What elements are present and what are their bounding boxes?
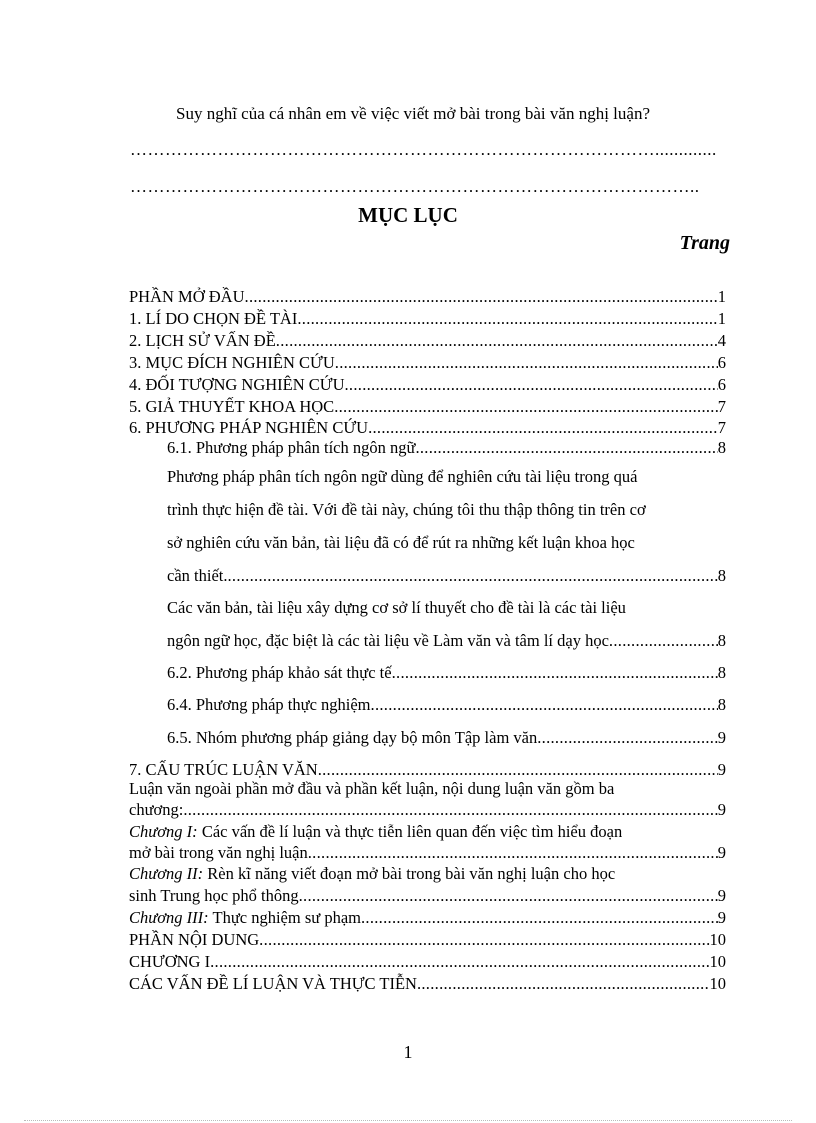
page-column-label: Trang <box>679 232 730 254</box>
toc-label: cần thiết. <box>167 566 228 585</box>
toc-label: 4. ĐỐI TƯỢNG NGHIÊN CỨU <box>129 375 345 394</box>
toc-page: 8 <box>717 695 726 714</box>
toc-label: 7. CẤU TRÚC LUẬN VĂN <box>129 760 318 779</box>
toc-page: 4 <box>717 331 726 350</box>
answer-dot-line-1: ………………………………………………………………………………............. <box>130 140 717 159</box>
toc-page: 10 <box>709 974 726 993</box>
toc-entry-4 <box>129 375 726 395</box>
toc-label: 6.2. Phương pháp khảo sát thực tế <box>167 663 392 682</box>
toc-entry-2 <box>129 331 726 351</box>
chapter-3-prefix: Chương III: <box>129 908 209 927</box>
chapter-1-line <box>129 822 622 842</box>
toc-label <box>129 908 361 928</box>
toc-label: mở bài trong văn nghị luận <box>129 843 308 862</box>
toc-entry-phan-noi-dung <box>129 930 726 950</box>
toc-entry-docs-para-end <box>167 631 726 651</box>
toc-page: 7 <box>717 397 726 416</box>
toc-label: 5. GIẢ THUYẾT KHOA HỌC <box>129 397 335 416</box>
toc-page: 6 <box>717 353 726 372</box>
toc-page: 9 <box>717 843 726 862</box>
toc-page: 9 <box>717 760 726 779</box>
toc-label: 6. PHƯƠNG PHÁP NGHIÊN CỨU <box>129 418 369 437</box>
toc-page: 8 <box>717 438 726 457</box>
paragraph-line: sở nghiên cứu văn bản, tài liệu đã có để rút ra những kết luận khoa học <box>167 533 635 552</box>
toc-label: chương: <box>129 800 184 819</box>
page-number: 1 <box>403 1042 413 1062</box>
toc-label: 6.1. Phương pháp phân tích ngôn ngữ <box>167 438 416 457</box>
toc-entry-chapter-3 <box>129 908 726 928</box>
toc-page: 6 <box>717 375 726 394</box>
paragraph-line: trình thực hiện đề tài. Với đề tài này, chúng tôi thu thập thông tin trên cơ <box>167 500 646 519</box>
toc-label: CHƯƠNG I <box>129 952 211 971</box>
toc-entry-6 <box>129 418 726 438</box>
chapter-2-text: Rèn kĩ năng viết đoạn mở bài trong bài văn nghị luận cho học <box>203 864 616 883</box>
chapter-1-text: Các vấn đề lí luận và thực tiễn liên quan đến việc tìm hiểu đoạn <box>197 822 623 841</box>
toc-page: 8 <box>717 663 726 682</box>
toc-entry-6-1-para-end <box>167 566 726 586</box>
toc-entry-6-2 <box>167 663 726 683</box>
toc-entry-chuong-1 <box>129 952 726 972</box>
page-bottom-divider <box>24 1120 792 1121</box>
toc-page: 8 <box>717 631 726 650</box>
toc-page: 7 <box>717 418 726 437</box>
toc-label: 3. MỤC ĐÍCH NGHIÊN CỨU <box>129 353 335 372</box>
toc-entry-7 <box>129 760 726 780</box>
table-of-contents-heading: MỤC LỤC <box>358 203 458 227</box>
toc-page: 9 <box>717 908 726 927</box>
toc-entry-phan-mo-dau <box>129 287 726 307</box>
toc-label: ngôn ngữ học, đặc biệt là các tài liệu về Làm văn và tâm lí dạy học <box>167 631 609 650</box>
chapter-3-text: Thực nghiệm sư phạm <box>208 908 361 927</box>
toc-entry-cac-van-de <box>129 974 726 994</box>
toc-entry-6-1 <box>167 438 726 458</box>
toc-entry-3 <box>129 353 726 373</box>
toc-entry-chapter-1 <box>129 843 726 863</box>
toc-page: 10 <box>709 930 726 949</box>
toc-label: sinh Trung học phổ thông <box>129 886 299 905</box>
toc-label: PHẦN MỞ ĐẦU <box>129 287 245 306</box>
chapter-2-prefix: Chương II: <box>129 864 204 883</box>
paragraph-line: Phương pháp phân tích ngôn ngữ dùng để nghiên cứu tài liệu trong quá <box>167 467 638 486</box>
toc-entry-1 <box>129 309 726 329</box>
toc-label: 6.5. Nhóm phương pháp giảng dạy bộ môn Tập làm văn <box>167 728 538 747</box>
toc-label: 2. LỊCH SỬ VẤN ĐỀ <box>129 331 276 350</box>
toc-page: 9 <box>717 800 726 819</box>
chapter-2-line <box>129 864 615 884</box>
toc-page: 10 <box>709 952 726 971</box>
toc-entry-structure-end <box>129 800 726 820</box>
toc-label: 6.4. Phương pháp thực nghiệm <box>167 695 371 714</box>
question-text: Suy nghĩ của cá nhân em về việc viết mở bài trong bài văn nghị luận? <box>176 104 650 123</box>
chapter-1-prefix: Chương I: <box>129 822 198 841</box>
toc-page: 9 <box>717 728 726 747</box>
toc-entry-5 <box>129 397 726 417</box>
toc-label: PHẦN NỘI DUNG <box>129 930 260 949</box>
answer-dot-line-2: …………………………………………………………………………………….. <box>130 177 700 196</box>
toc-page: 8 <box>717 566 726 585</box>
toc-entry-6-4 <box>167 695 726 715</box>
toc-page: 9 <box>717 886 726 905</box>
toc-label: CÁC VẤN ĐỀ LÍ LUẬN VÀ THỰC TIỄN <box>129 974 417 993</box>
toc-page: 1 <box>717 287 726 306</box>
toc-entry-6-5 <box>167 728 726 748</box>
toc-label: 1. LÍ DO CHỌN ĐỀ TÀI <box>129 309 298 328</box>
toc-entry-chapter-2 <box>129 886 726 906</box>
paragraph-line: Luận văn ngoài phần mở đầu và phần kết luận, nội dung luận văn gồm ba <box>129 779 615 798</box>
paragraph-line: Các văn bản, tài liệu xây dựng cơ sở lí thuyết cho đề tài là các tài liệu <box>167 598 626 617</box>
toc-page: 1 <box>717 309 726 328</box>
